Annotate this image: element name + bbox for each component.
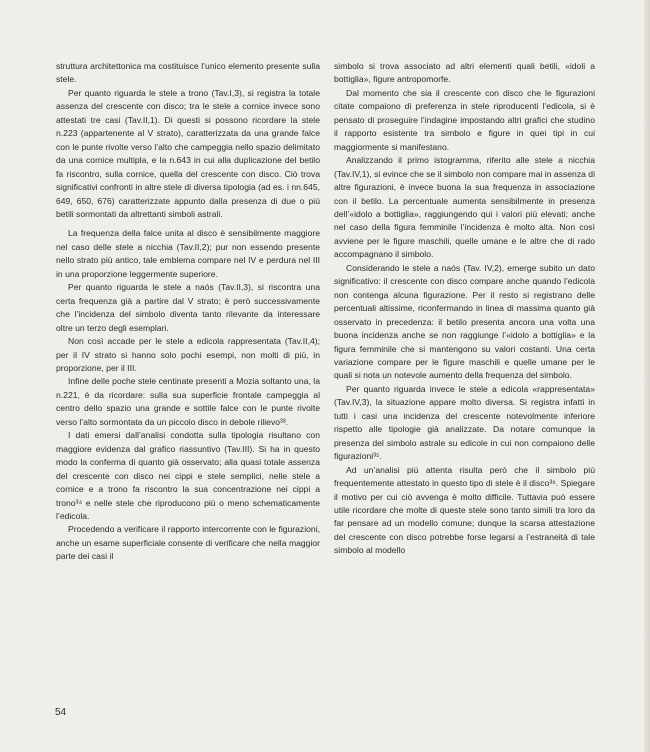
left-text-column <box>56 60 320 564</box>
paragraph: Dal momento che sia il crescente con disco che le figurazioni citate compaiono di preferenza in stele riproducenti l’edicola, si è pensato di proseguire l’indagine impostando altri grafici che studino il rapporto esistente tra simbolo e figure in quei tipi in cui maggiormente si manifestano. <box>334 87 595 152</box>
paragraph: Non così accade per le stele a edicola rappresentata (Tav.II,4); per il IV strato si hanno solo pochi esempi, non molti di più, in proporzione, per il III. <box>56 336 320 373</box>
paragraph: Per quanto riguarda le stele a trono (Tav.I,3), si registra la totale assenza del crescente con disco; tra le stele a cornice invece sono attestati tre casi (Tav.II,1). Di questi si possono ricordare la stele n.223 (appartenente al V strato), caratterizzata da una grande falce con le punte rivolte verso l’alto che campeggia nello spazio delimitato da una cornice multipla, e la n.643 in cui alla duplicazione del betilo fa riscontro, sulla cornice, quella del crescente con disco. Ciò trova significativi confronti in altre stele di diversa tipologia (ad es. i nn.645, 649, 650, 676) caratterizzate appunto dalla presenza di due o più betili sormontati da altrettanti simboli astrali. <box>56 87 320 219</box>
paragraph: struttura architettonica ma costituisce l’unico elemento presente sulla stele. <box>56 61 320 85</box>
paragraph: Infine delle poche stele centinate presenti a Mozia soltanto una, la n.221, è da ricordare: sulla sua superficie frontale campeggia al centro dello spazio una grande e sottile falce con le punte rivolte verso l’alto sormontata da un piccolo disco in debole rilievo³³. <box>56 376 320 427</box>
page-edge-shadow <box>644 0 650 752</box>
paragraph: Considerando le stele a naós (Tav. IV,2), emerge subito un dato significativo: il crescente con disco compare anche quando l’edicola non contenga alcuna figurazione. Per il resto si registrano delle percentuali altissime, riconfermando in linea di massima quanto già osservato in precedenza: il betilo presenta ancora una volta una buona incidenza anche se non raggiunge l’«idolo a bottiglia» e la figura femminile che si mantengono su valori costanti. Una certa variazione compare per le figure maschili e quelle umane per le quali si nota un notevole aumento della frequenza del simbolo. <box>334 262 595 381</box>
paragraph: Per quanto riguarda invece le stele a edicola «rappresentata» (Tav.IV,3), la situazione appare molto diversa. Si registra infatti in tutti i casi una incidenza del crescente notevolmente inferiore rispetto alle tipologie già analizzate. Da notare comunque la presenza del simbolo astrale su edicole in cui non compaiono delle figurazioni³⁵. <box>334 383 595 462</box>
paragraph: I dati emersi dall’analisi condotta sulla tipologia risultano con maggiore evidenza dal grafico riassuntivo (Tav.III). Si ha in questo modo la conferma di quanto già osservato; alla quasi totale assenza del crescente con disco nei cippi e stele semplici, nelle stele a cornice e a trono fa riscontro la sua concentrazione nei cippi a trono³⁴ e nelle stele che riproducono più o meno schematicamente l’edicola. <box>56 430 320 521</box>
paragraph: La frequenza della falce unita al disco è sensibilmente maggiore nel caso delle stele a nicchia (Tav.II,2); pur non essendo presente nello strato più antico, tale emblema compare nel IV e perdura nel III in una proporzione leggermente superiore. <box>56 228 320 279</box>
right-text-column <box>334 60 595 558</box>
page-number: 54 <box>55 707 67 718</box>
paragraph: Per quanto riguarda le stele a naós (Tav.II,3), si riscontra una certa frequenza già a partire dal V strato; è però successivamente che l’incidenza del simbolo diventa tanto rilevante da interessare oltre un terzo degli esemplari. <box>56 282 320 333</box>
paragraph: Analizzando il primo istogramma, riferito alle stele a nicchia (Tav.IV,1), si evince che se il simbolo non compare mai in assenza di altre figurazioni, è invece buona la sua frequenza in associazione con il betilo. La percentuale aumenta sensibilmente in presenza dell’«idolo a bottiglia», raggiungendo qui i valori più elevati; anche nel caso della figura femminile l’incidenza è molto alta. Non così avviene per le figure maschili, quelle umane e le altre che di rado accompagnano il simbolo. <box>334 155 595 260</box>
paragraph: Procedendo a verificare il rapporto intercorrente con le figurazioni, anche un esame superficiale consente di verificare che nella maggior parte dei casi il <box>56 524 320 562</box>
paragraph: Ad un’analisi più attenta risulta però che il simbolo più frequentemente attestato in questo tipo di stele è il disco³⁶. Spiegare il motivo per cui ciò avvenga è molto difficile. Tuttavia può essere utile ricordare che molte di queste stele sono tanto simili tra loro da far pensare ad un modello comune; dunque la scarsa attestazione del crescente con disco potrebbe forse legarsi a l’estraneità di tale simbolo al modello <box>334 464 595 556</box>
paragraph: simbolo si trova associato ad altri elementi quali betili, «idoli a bottiglia», figure antropomorfe. <box>334 61 595 85</box>
